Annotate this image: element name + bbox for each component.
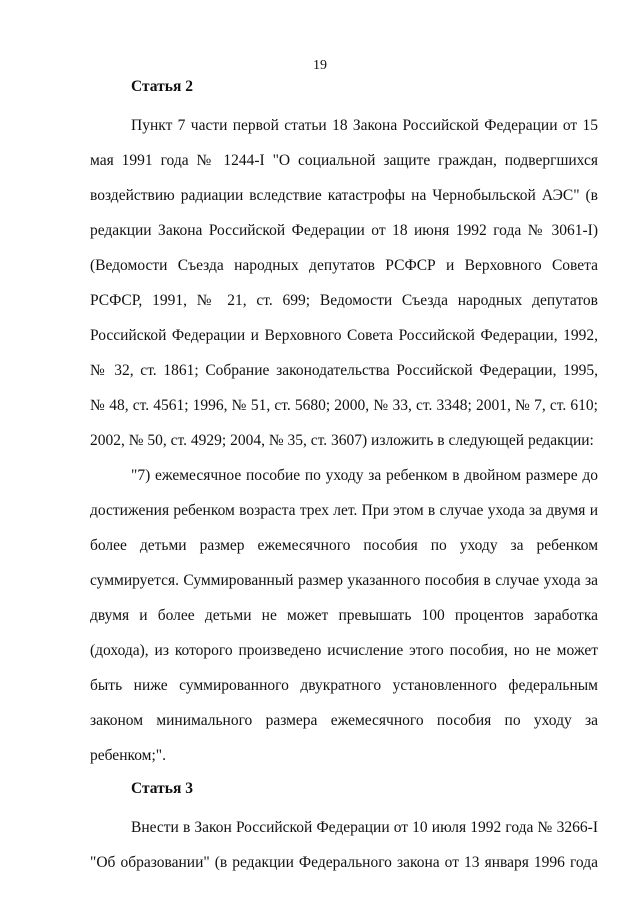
page-number: 19 [313,58,327,73]
text-line: законом минимального размера ежемесячного пособия по уходу за [90,712,598,729]
text-line: 2002, № 50, ст. 4929; 2004, № 35, ст. 3607) изложить в следующей редакции: [90,432,594,449]
text-line: РСФСР, 1991, № 21, ст. 699; Ведомости Съезда народных депутатов [90,292,598,309]
text-line: двумя и более детьми не может превышать 100 процентов заработка [90,607,598,624]
text-line: № 48, ст. 4561; 1996, № 51, ст. 5680; 2000, № 33, ст. 3348; 2001, № 7, ст. 610; [90,397,598,414]
text-line: № 32, ст. 1861; Собрание законодательства Российской Федерации, 1995, [90,362,598,379]
text-line: Пункт 7 части первой статьи 18 Закона Российской Федерации от 15 [131,117,598,134]
text-line: суммируется. Суммированный размер указанного пособия в случае ухода за [90,572,598,589]
text-line: ребенком;". [90,747,167,764]
text-line: воздействию радиации вследствие катастрофы на Чернобыльской АЭС" (в [90,187,598,204]
text-line: достижения ребенком возраста трех лет. При этом в случае ухода за двумя и [90,502,598,519]
text-line: (Ведомости Съезда народных депутатов РСФСР и Верховного Совета [90,257,598,274]
text-line: более детьми размер ежемесячного пособия по уходу за ребенком [90,537,598,554]
article-3-heading: Статья 3 [131,780,193,797]
text-line: Российской Федерации и Верховного Совета Российской Федерации, 1992, [90,327,598,344]
text-line: мая 1991 года № 1244-I "О социальной защите граждан, подвергшихся [90,152,598,169]
text-line: "Об образовании" (в редакции Федерального закона от 13 января 1996 года [90,854,598,871]
text-line: Внести в Закон Российской Федерации от 10 июля 1992 года № 3266-I [131,819,598,836]
text-line: "7) ежемесячное пособие по уходу за ребенком в двойном размере до [131,467,598,484]
text-line: редакции Закона Российской Федерации от 18 июня 1992 года № 3061-I) [90,222,598,239]
text-line: (дохода), из которого произведено исчисление этого пособия, но не может [90,642,598,659]
text-line: быть ниже суммированного двукратного установленного федеральным [90,677,598,694]
article-2-heading: Статья 2 [131,78,193,95]
